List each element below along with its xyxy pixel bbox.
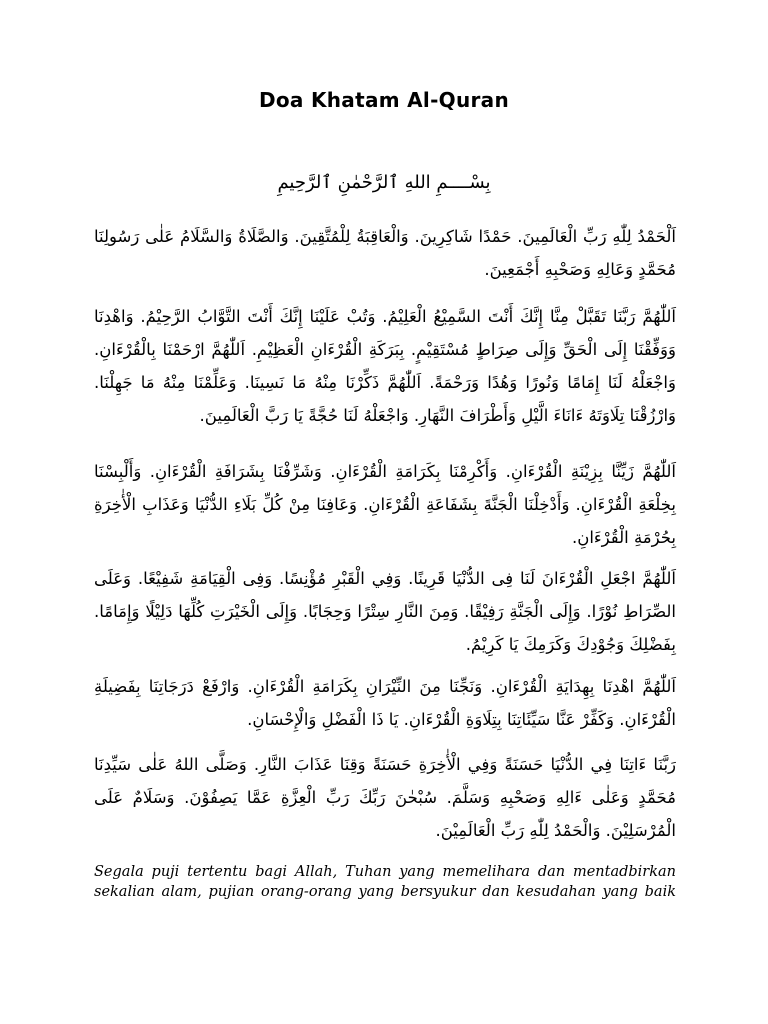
malay-translation: Segala puji tertentu bagi Allah, Tuhan yang memelihara dan mentadbirkan sekalian alam, pujian orang-orang yang bersyukur dan kesudahan yang baik xyxy=(94,864,676,900)
doa-paragraph-3: اَللّٰهُمَّ زَيِّنَّا بِزِيْنَةِ الْقُرْءَانِ. وَأَكْرِمْنَا بِكَرَامَةِ الْقُرْءَانِ. وَشَرِّفْنَا بِشَرَافَةِ الْقُرْءَانِ. وَأَلْبِسْنَا بِخِلْعَةِ الْقُرْءَانِ. وَأَدْخِلْنَا الْجَنَّةَ بِشَفَاعَةِ الْقُرْءَانِ. وَعَافِنَا مِنْ كُلِّ بَلَاءِ الدُّنْيَا وَعَذَابِ الْأٰخِرَةِ بِحُرْمَةِ الْقُرْءَانِ. xyxy=(94,462,676,547)
doa-paragraph-5: اَللّٰهُمَّ اهْدِنَا بِهِدَايَةِ الْقُرْءَانِ. وَنَجِّنَا مِنَ النِّيْرَانِ بِكَرَامَةِ الْقُرْءَانِ. وَارْفَعْ دَرَجَاتِنَا بِفَضِيلَةِ الْقُرْءَانِ. وَكَفِّرْ عَنَّا سَيِّئَاتِنَا بِتِلَاوَةِ الْقُرْءَانِ. يَا ذَا الْفَضْلِ وَالْإِحْسَانِ. xyxy=(94,677,676,729)
doa-paragraph-6: رَبَّنَا ءَاتِنَا فِي الدُّنْيَا حَسَنَةً وَفِي الْأٰخِرَةِ حَسَنَةً وَقِنَا عَذَابَ النَّارِ. وَصَلَّى اللهُ عَلٰى سَيِّدِنَا مُحَمَّدٍ وَعَلٰى ءَالِهِ وَصَحْبِهِ وَسَلَّمَ. سُبْحٰنَ رَبِّكَ رَبِّ الْعِزَّةِ عَمَّا يَصِفُوْنَ. وَسَلَامٌ عَلَى الْمُرْسَلِيْنَ. وَالْحَمْدُ لِلّٰهِ رَبِّ الْعَالَمِيْنَ. xyxy=(94,755,676,840)
doa-paragraph-2: اَللّٰهُمَّ رَبَّنَا تَقَبَّلْ مِنَّا إِنَّكَ أَنْتَ السَّمِيْعُ الْعَلِيْمُ. وَتُبْ عَلَيْنَا إِنَّكَ أَنْتَ التَّوَّابُ الرَّحِيْمُ. وَاهْدِنَا وَوَفِّقْنَا إِلَى الْحَقِّ وَإِلَى صِرَاطٍ مُسْتَقِيْمٍ. بِبَرَكَةِ الْقُرْءَانِ الْعَظِيْمِ. اَللّٰهُمَّ ارْحَمْنَا بِالْقُرْءَانِ. وَاجْعَلْهُ لَنَا إِمَامًا وَنُورًا وَهُدًا وَرَحْمَةً. اَللّٰهُمَّ ذَكِّرْنَا مِنْهُ مَا نَسِينَا. وَعَلِّمْنَا مِنْهُ مَا جَهِلْنَا. وَارْزُقْنَا تِلَاوَتَهُ ءَانَاءَ الَّيْلِ وَأَطْرَافَ النَّهَارِ. وَاجْعَلْهُ لَنَا حُجَّةً يَا رَبَّ الْعَالَمِينَ. xyxy=(94,307,676,425)
doa-paragraph-1: اَلْحَمْدُ لِلّٰهِ رَبِّ الْعَالَمِينَ. حَمْدًا شَاكِرِينَ. وَالْعَاقِبَةُ لِلْمُتَّقِينَ. وَالصَّلَاةُ وَالسَّلَامُ عَلٰى رَسُولِنَا مُحَمَّدٍ وَعَالِهِ وَصَحْبِهِ أَجْمَعِينَ. xyxy=(94,227,676,279)
basmala: بِسْــــمِ اللهِ ٱلرَّحْمٰنِ ٱلرَّحِيمِ xyxy=(277,172,491,193)
document-title: Doa Khatam Al-Quran xyxy=(258,88,510,112)
doa-paragraph-4: اَللّٰهُمَّ اجْعَلِ الْقُرْءَانَ لَنَا فِى الدُّنْيَا قَرِينًا. وَفِي الْقَبْرِ مُؤْنِسًا. وَفِى الْقِيَامَةِ شَفِيْعًا. وَعَلَى الصِّرَاطِ نُوْرًا. وَإِلَى الْجَنَّةِ رَفِيْقًا. وَمِنَ النَّارِ سِتْرًا وَحِجَابًا. وَإِلَى الْخَيْرَتِ كُلِّهَا دَلِيْلًا وَإِمَامًا. بِفَضْلِكَ وَجُوْدِكَ وَكَرَمِكَ يَا كَرِيْمُ. xyxy=(94,569,676,654)
